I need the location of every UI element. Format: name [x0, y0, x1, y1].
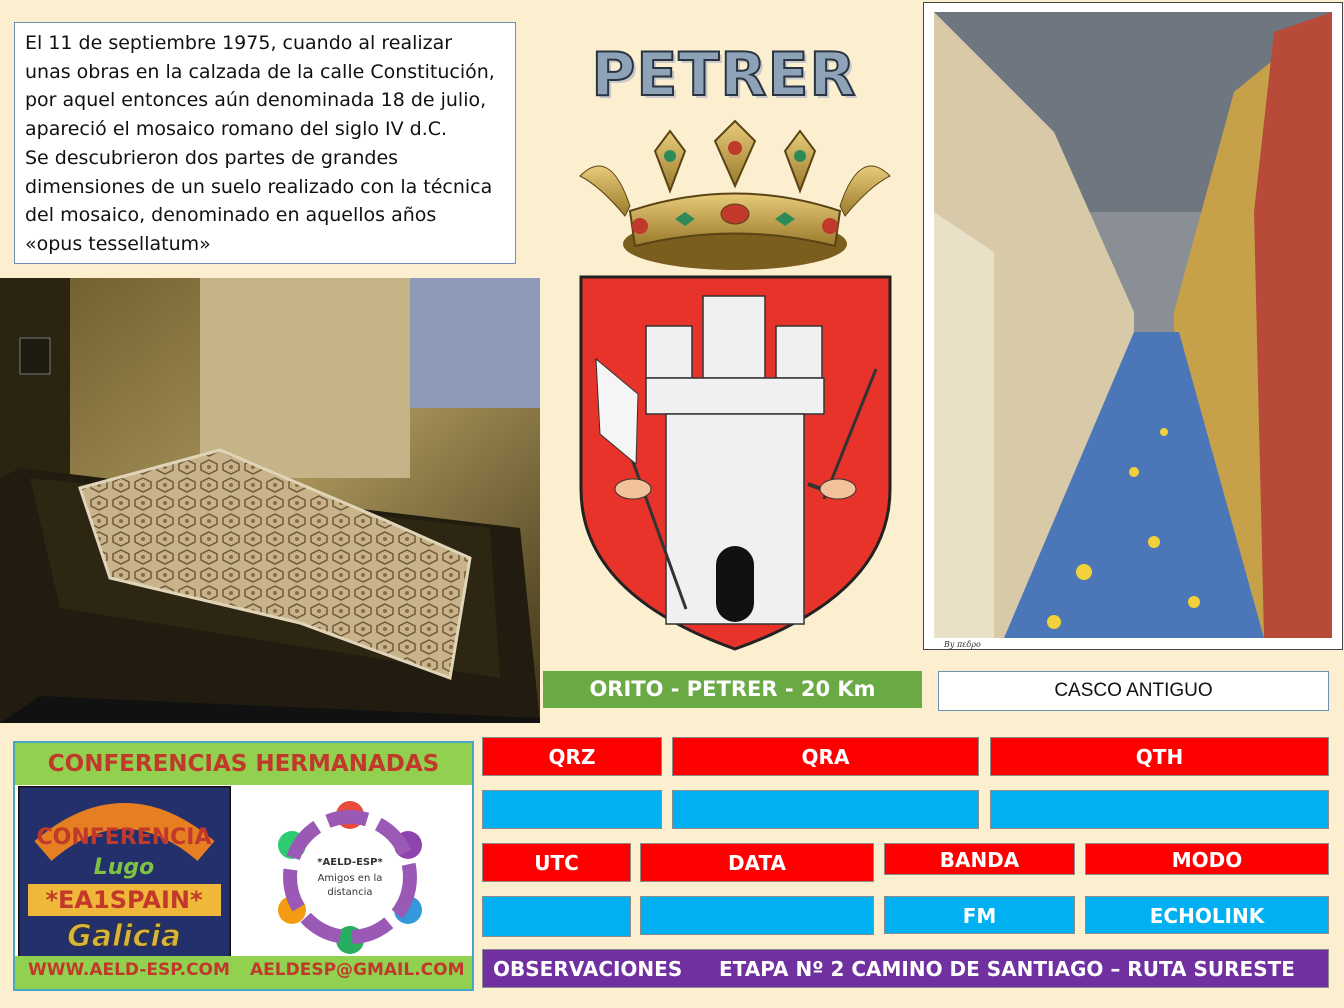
qrz-header: QRZ [482, 737, 662, 776]
conferencias-title: CONFERENCIAS HERMANADAS [15, 743, 472, 785]
qth-header: QTH [990, 737, 1329, 776]
lugo-logo-line3: *EA1SPAIN* [45, 886, 203, 914]
modo-value-field[interactable]: ECHOLINK [1085, 896, 1329, 934]
email-link[interactable]: AELDESP@GMAIL.COM [250, 960, 465, 980]
observaciones-value[interactable]: ETAPA Nº 2 CAMINO DE SANTIAGO – RUTA SURESTE [719, 957, 1295, 981]
qra-header: QRA [672, 737, 979, 776]
qth-value-field[interactable] [990, 790, 1329, 829]
route-label: ORITO - PETRER - 20 Km [543, 671, 922, 708]
utc-value-field[interactable] [482, 896, 631, 937]
banda-value-field[interactable]: FM [884, 896, 1075, 934]
banda-header: BANDA [884, 843, 1075, 875]
aeld-esp-logo [258, 795, 442, 955]
aeld-logo-line3: distancia [327, 887, 373, 898]
qra-value-field[interactable] [672, 790, 979, 829]
aeld-logo-line1: *AELD-ESP* [317, 857, 383, 868]
aeld-logo-line2: Amigos en la [317, 873, 383, 884]
conferencia-lugo-logo [18, 786, 231, 958]
observaciones-label: OBSERVACIONES [493, 957, 683, 981]
qrz-value-field[interactable] [482, 790, 662, 829]
lugo-logo-line2: Lugo [93, 855, 155, 880]
old-town-street-photo [934, 12, 1332, 638]
intro-text-box: El 11 de septiembre 1975, cuando al realizar unas obras en la calzada de la calle Constitución, por aquel entonces aún denominada 18 de julio, apareció el mosaico romano del siglo IV d.C. Se descubrieron dos partes de grandes dimensiones de un suelo realizado con la técnica del mosaico, denominado en aquellos años «opus tessellatum» [14, 22, 516, 264]
lugo-logo-line1: CONFERENCIA [36, 825, 212, 850]
utc-header: UTC [482, 843, 631, 882]
observaciones-row [482, 949, 1329, 988]
mosaic-museum-photo [0, 278, 540, 723]
crown-emblem [570, 116, 900, 276]
data-header: DATA [640, 843, 874, 882]
website-link[interactable]: WWW.AELD-ESP.COM [28, 960, 230, 980]
photo-credit: By πεδρο [944, 640, 981, 649]
coat-of-arms-shield [578, 274, 893, 652]
casco-antiguo-label: CASCO ANTIGUO [938, 671, 1329, 711]
page-title: PETRER [591, 40, 857, 110]
data-value-field[interactable] [640, 896, 874, 935]
lugo-logo-line4: Galicia [67, 919, 181, 954]
modo-header: MODO [1085, 843, 1329, 875]
